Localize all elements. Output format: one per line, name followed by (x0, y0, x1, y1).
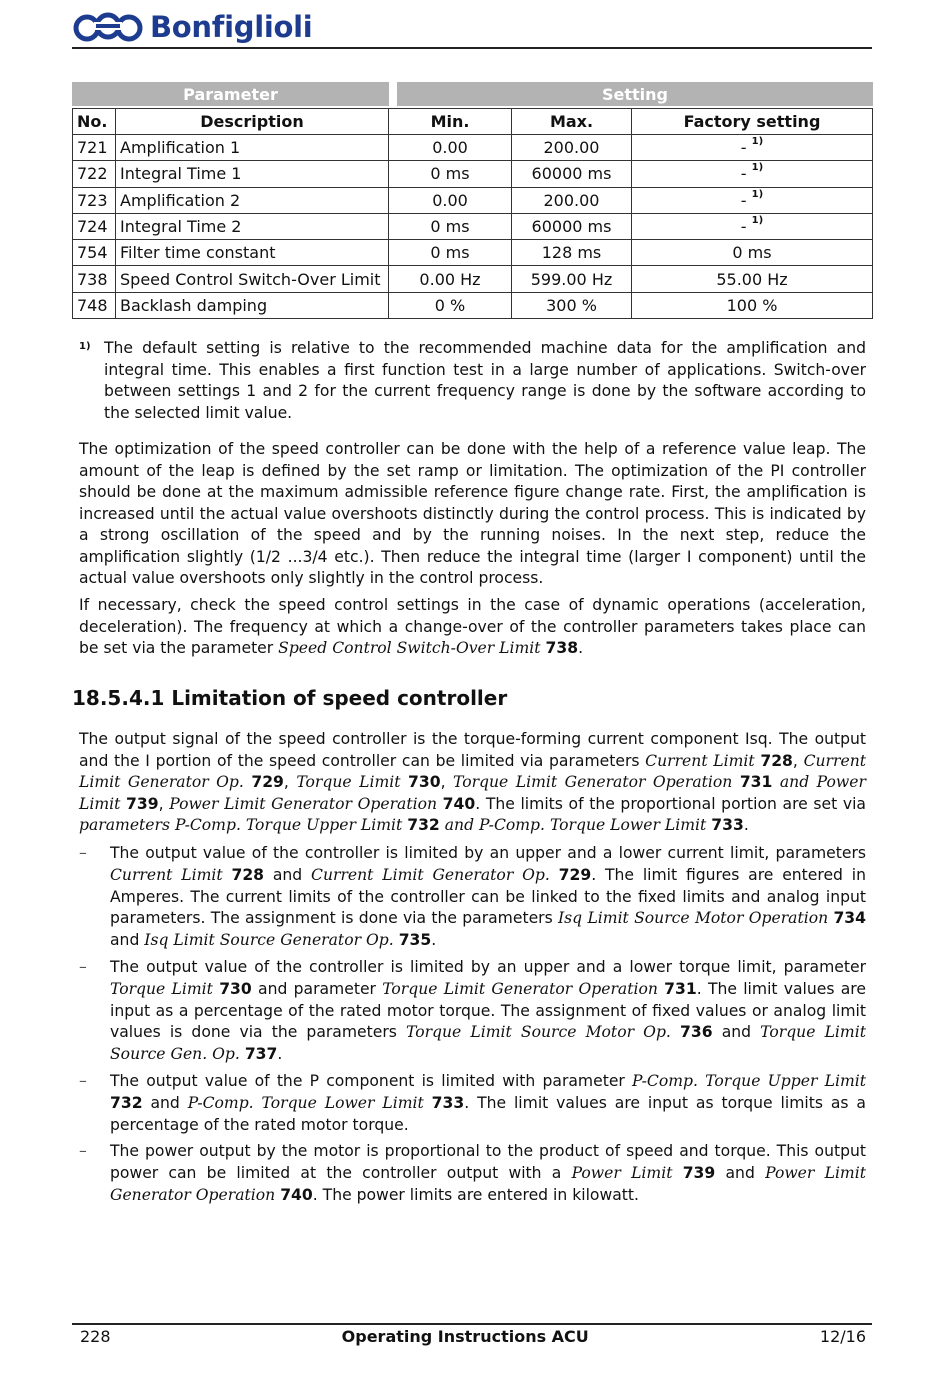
footnote (79, 338, 866, 424)
column-header-no: No. (72, 108, 116, 135)
cell-no: 723 (72, 188, 116, 214)
paragraph-optimization: The optimization of the speed controller can be done with the help of a reference value leap. The amount of the leap is defined by the set ramp or limitation. The optimization of the PI controller should be done at the maximum admissible reference figure change rate. First, the amplification is increased until the actual value overshoots distinctly during the control process. This is indicated by a strong oscillation of the speed and by the running noises. In the next step, reduce the amplification slightly (1/2 ...3/4 etc.). Then reduce the integral time (larger I component) until the actual value overshoots only slightly in the control process. (79, 440, 866, 587)
parameter-table (72, 82, 873, 319)
param-ref: P-Comp. Torque Upper Limit (632, 1071, 866, 1090)
cell-max: 60000 ms (512, 161, 632, 187)
section-heading: 18.5.4.1 Limitation of speed controller (72, 686, 508, 710)
param-number: 732 (110, 1093, 143, 1112)
footnote-text: The default setting is relative to the recommended machine data for the amplification and integral time. This enables a first function test in a large number of applications. Switch-over between settings 1 and 2 for the current frequency range is done by the software according to the selected limit value. (104, 339, 866, 422)
factory-value: - (740, 164, 747, 184)
intro-text: The output signal of the speed controller is the torque-forming current component Isq. The output and the I portion of the speed controller can be limited via parameters (79, 730, 866, 770)
footnote-marker: 1) (79, 341, 91, 352)
column-header-factory: Factory setting (632, 108, 873, 135)
cell-description: Amplification 1 (116, 135, 389, 161)
cell-no: 721 (72, 135, 116, 161)
cell-description: Backlash damping (116, 293, 389, 319)
param-ref: Torque Limit (110, 979, 213, 998)
param-ref: Torque Limit Generator Operation (382, 979, 658, 998)
cell-factory (632, 161, 873, 187)
cell-min: 0.00 (389, 188, 512, 214)
factory-value: - (740, 217, 747, 237)
cell-no: 738 (72, 266, 116, 292)
dash-bullet-icon: – (79, 844, 87, 862)
param-ref: P-Comp. Torque Lower Limit (187, 1093, 424, 1112)
brand-logo (72, 10, 312, 44)
cell-min: 0 ms (389, 161, 512, 187)
param-ref: parameters P-Comp. Torque Upper Limit (79, 816, 403, 834)
cell-factory (632, 214, 873, 240)
cell-max: 60000 ms (512, 214, 632, 240)
cell-factory: 0 ms (632, 240, 873, 266)
bullet-text: and parameter (251, 979, 383, 998)
table-row (72, 161, 873, 187)
footnote-ref: 1) (751, 215, 764, 227)
factory-value: - (740, 138, 747, 158)
bonfiglioli-logo-icon (72, 10, 144, 44)
bullet-text: . The limit figures are entered in Amperes. The current limits of the controller can be linked to the fixed limits and analog input parameters. The assignment is done via the parameters (110, 865, 866, 928)
bullet-text: and (264, 865, 312, 884)
table-row (72, 135, 873, 161)
sep: , (792, 751, 804, 770)
cell-no: 722 (72, 161, 116, 187)
dash-bullet-icon: – (79, 957, 87, 976)
cell-description: Integral Time 2 (116, 214, 389, 240)
param-number: 733 (711, 816, 744, 834)
list-item (79, 1141, 866, 1206)
cell-max: 200.00 (512, 188, 632, 214)
bullet-text: and (712, 1023, 761, 1042)
bullet-text: . (431, 931, 437, 950)
sep: and (439, 816, 480, 834)
document-title: Operating Instructions ACU (341, 1327, 589, 1346)
cell-factory: 55.00 Hz (632, 266, 873, 292)
param-number: 729 (558, 865, 592, 884)
cell-factory (632, 188, 873, 214)
dash-bullet-icon: – (79, 1071, 87, 1090)
table-row (72, 214, 873, 240)
param-ref: Current Limit Generator Op. (311, 865, 550, 884)
param-ref: Power Limit Generator Operation (110, 1164, 866, 1204)
param-number: 740 (280, 1185, 313, 1204)
sep: , (283, 773, 297, 791)
param-number: 733 (431, 1093, 465, 1112)
bullet-text: The output value of the controller is limited by an upper and a lower current limit, parameters (110, 844, 866, 862)
column-header-row (72, 108, 873, 135)
param-number: 740 (442, 794, 476, 813)
sep: and (772, 773, 817, 791)
bullet-text: . The power limits are entered in kilowatt. (312, 1185, 639, 1204)
param-number: 731 (664, 979, 697, 998)
cell-min: 0.00 Hz (389, 266, 512, 292)
param-ref: Isq Limit Source Generator Op. (144, 931, 394, 950)
param-number: 735 (398, 931, 432, 950)
footnote-ref: 1) (751, 162, 764, 174)
factory-value: - (740, 190, 747, 210)
cell-min: 0 % (389, 293, 512, 319)
param-ref: Speed Control Switch-Over Limit (278, 639, 541, 657)
param-number: 739 (682, 1164, 716, 1183)
column-header-min: Min. (389, 108, 512, 135)
cell-max: 128 ms (512, 240, 632, 266)
cell-min: 0.00 (389, 135, 512, 161)
cell-description: Integral Time 1 (116, 161, 389, 187)
bullet-text: The output value of the P component is limited with parameter (110, 1071, 633, 1090)
list-item (79, 957, 866, 1066)
column-header-description: Description (116, 108, 389, 135)
cell-no: 748 (72, 293, 116, 319)
footnote-ref: 1) (751, 188, 764, 200)
param-number: 732 (407, 816, 440, 834)
table-row (72, 188, 873, 214)
bullet-text: . The limit values are input as a percentage of the rated motor torque. The assignment of fixed values or analog limit values is done via the parameters (110, 979, 866, 1042)
cell-max: 200.00 (512, 135, 632, 161)
table-row (72, 293, 873, 319)
param-number: 728 (231, 865, 265, 884)
cell-min: 0 ms (389, 214, 512, 240)
param-ref: Torque Limit (296, 773, 401, 791)
param-number: 737 (244, 1045, 278, 1064)
group-header-setting: Setting (389, 82, 873, 108)
param-ref: Current Limit Generator Op. (79, 751, 866, 791)
param-number: 738 (545, 639, 579, 657)
param-number: 731 (739, 773, 773, 791)
bullet-text: . (277, 1045, 283, 1064)
footnote-ref: 1) (751, 136, 764, 148)
page-number: 228 (80, 1327, 111, 1346)
sep: . (743, 816, 749, 834)
bullet-text: and (715, 1164, 766, 1183)
limitation-bullet-list (79, 843, 866, 1212)
param-ref: Current Limit (645, 751, 755, 770)
document-date: 12/16 (819, 1327, 866, 1346)
cell-max: 300 % (512, 293, 632, 319)
p2-text: If necessary, check the speed control settings in the case of dynamic operations (acceleration, deceleration). The frequency at which a change-over of the controller parameters takes place can be set via the parameter (79, 596, 866, 657)
header-rule (72, 47, 872, 49)
intro-text: . The limits of the proportional portion are set via (475, 794, 866, 813)
cell-description: Speed Control Switch-Over Limit (116, 266, 389, 292)
section-intro (79, 729, 866, 837)
dash-bullet-icon: – (79, 1142, 87, 1161)
param-ref: Torque Limit Source Motor Op. (406, 1023, 671, 1042)
cell-no: 724 (72, 214, 116, 240)
cell-max: 599.00 Hz (512, 266, 632, 292)
bullet-text: . The limit values are input as torque limits as a percentage of the rated motor torque. (110, 1093, 866, 1134)
cell-description: Filter time constant (116, 240, 389, 266)
list-item (79, 843, 866, 952)
cell-no: 754 (72, 240, 116, 266)
param-number: 739 (126, 794, 159, 813)
group-header-row (72, 82, 873, 108)
param-number: 734 (833, 909, 866, 928)
paragraph-dynamic-operations (79, 595, 866, 660)
param-ref: Power Limit (79, 773, 866, 813)
cell-factory (632, 135, 873, 161)
param-ref: Torque Limit Source Gen. Op. (110, 1023, 866, 1064)
param-number: 730 (408, 773, 441, 791)
footer-rule (72, 1323, 872, 1325)
list-item (79, 1071, 866, 1136)
cell-factory: 100 % (632, 293, 873, 319)
param-ref: Torque Limit Generator Operation (453, 773, 733, 791)
param-ref: Power Limit (571, 1164, 673, 1183)
param-ref: Power Limit Generator Operation (169, 794, 438, 813)
cell-description: Amplification 2 (116, 188, 389, 214)
table-row (72, 240, 873, 266)
param-ref: Current Limit (110, 865, 223, 884)
param-number: 730 (219, 979, 252, 998)
column-header-max: Max. (512, 108, 632, 135)
cell-min: 0 ms (389, 240, 512, 266)
p2-end: . (578, 639, 584, 657)
sep: , (158, 794, 170, 813)
group-header-parameter: Parameter (72, 82, 389, 108)
brand-name: Bonfiglioli (150, 10, 313, 44)
sep: , (440, 773, 453, 791)
bullet-text: The output value of the controller is limited by an upper and a lower torque limit, parameter (110, 957, 866, 976)
bullet-text: The power output by the motor is proportional to the product of speed and torque. This output power can be limited at the controller output with a (110, 1142, 866, 1183)
param-number: 728 (760, 751, 793, 770)
bullet-text: and (142, 1093, 188, 1112)
param-ref: Isq Limit Source Motor Operation (558, 909, 829, 928)
page-footer (80, 1327, 866, 1346)
param-ref: P-Comp. Torque Lower Limit (479, 816, 707, 834)
param-number: 736 (680, 1023, 713, 1042)
table-row (72, 266, 873, 292)
param-number: 729 (251, 773, 284, 791)
bullet-text: and (110, 931, 145, 950)
